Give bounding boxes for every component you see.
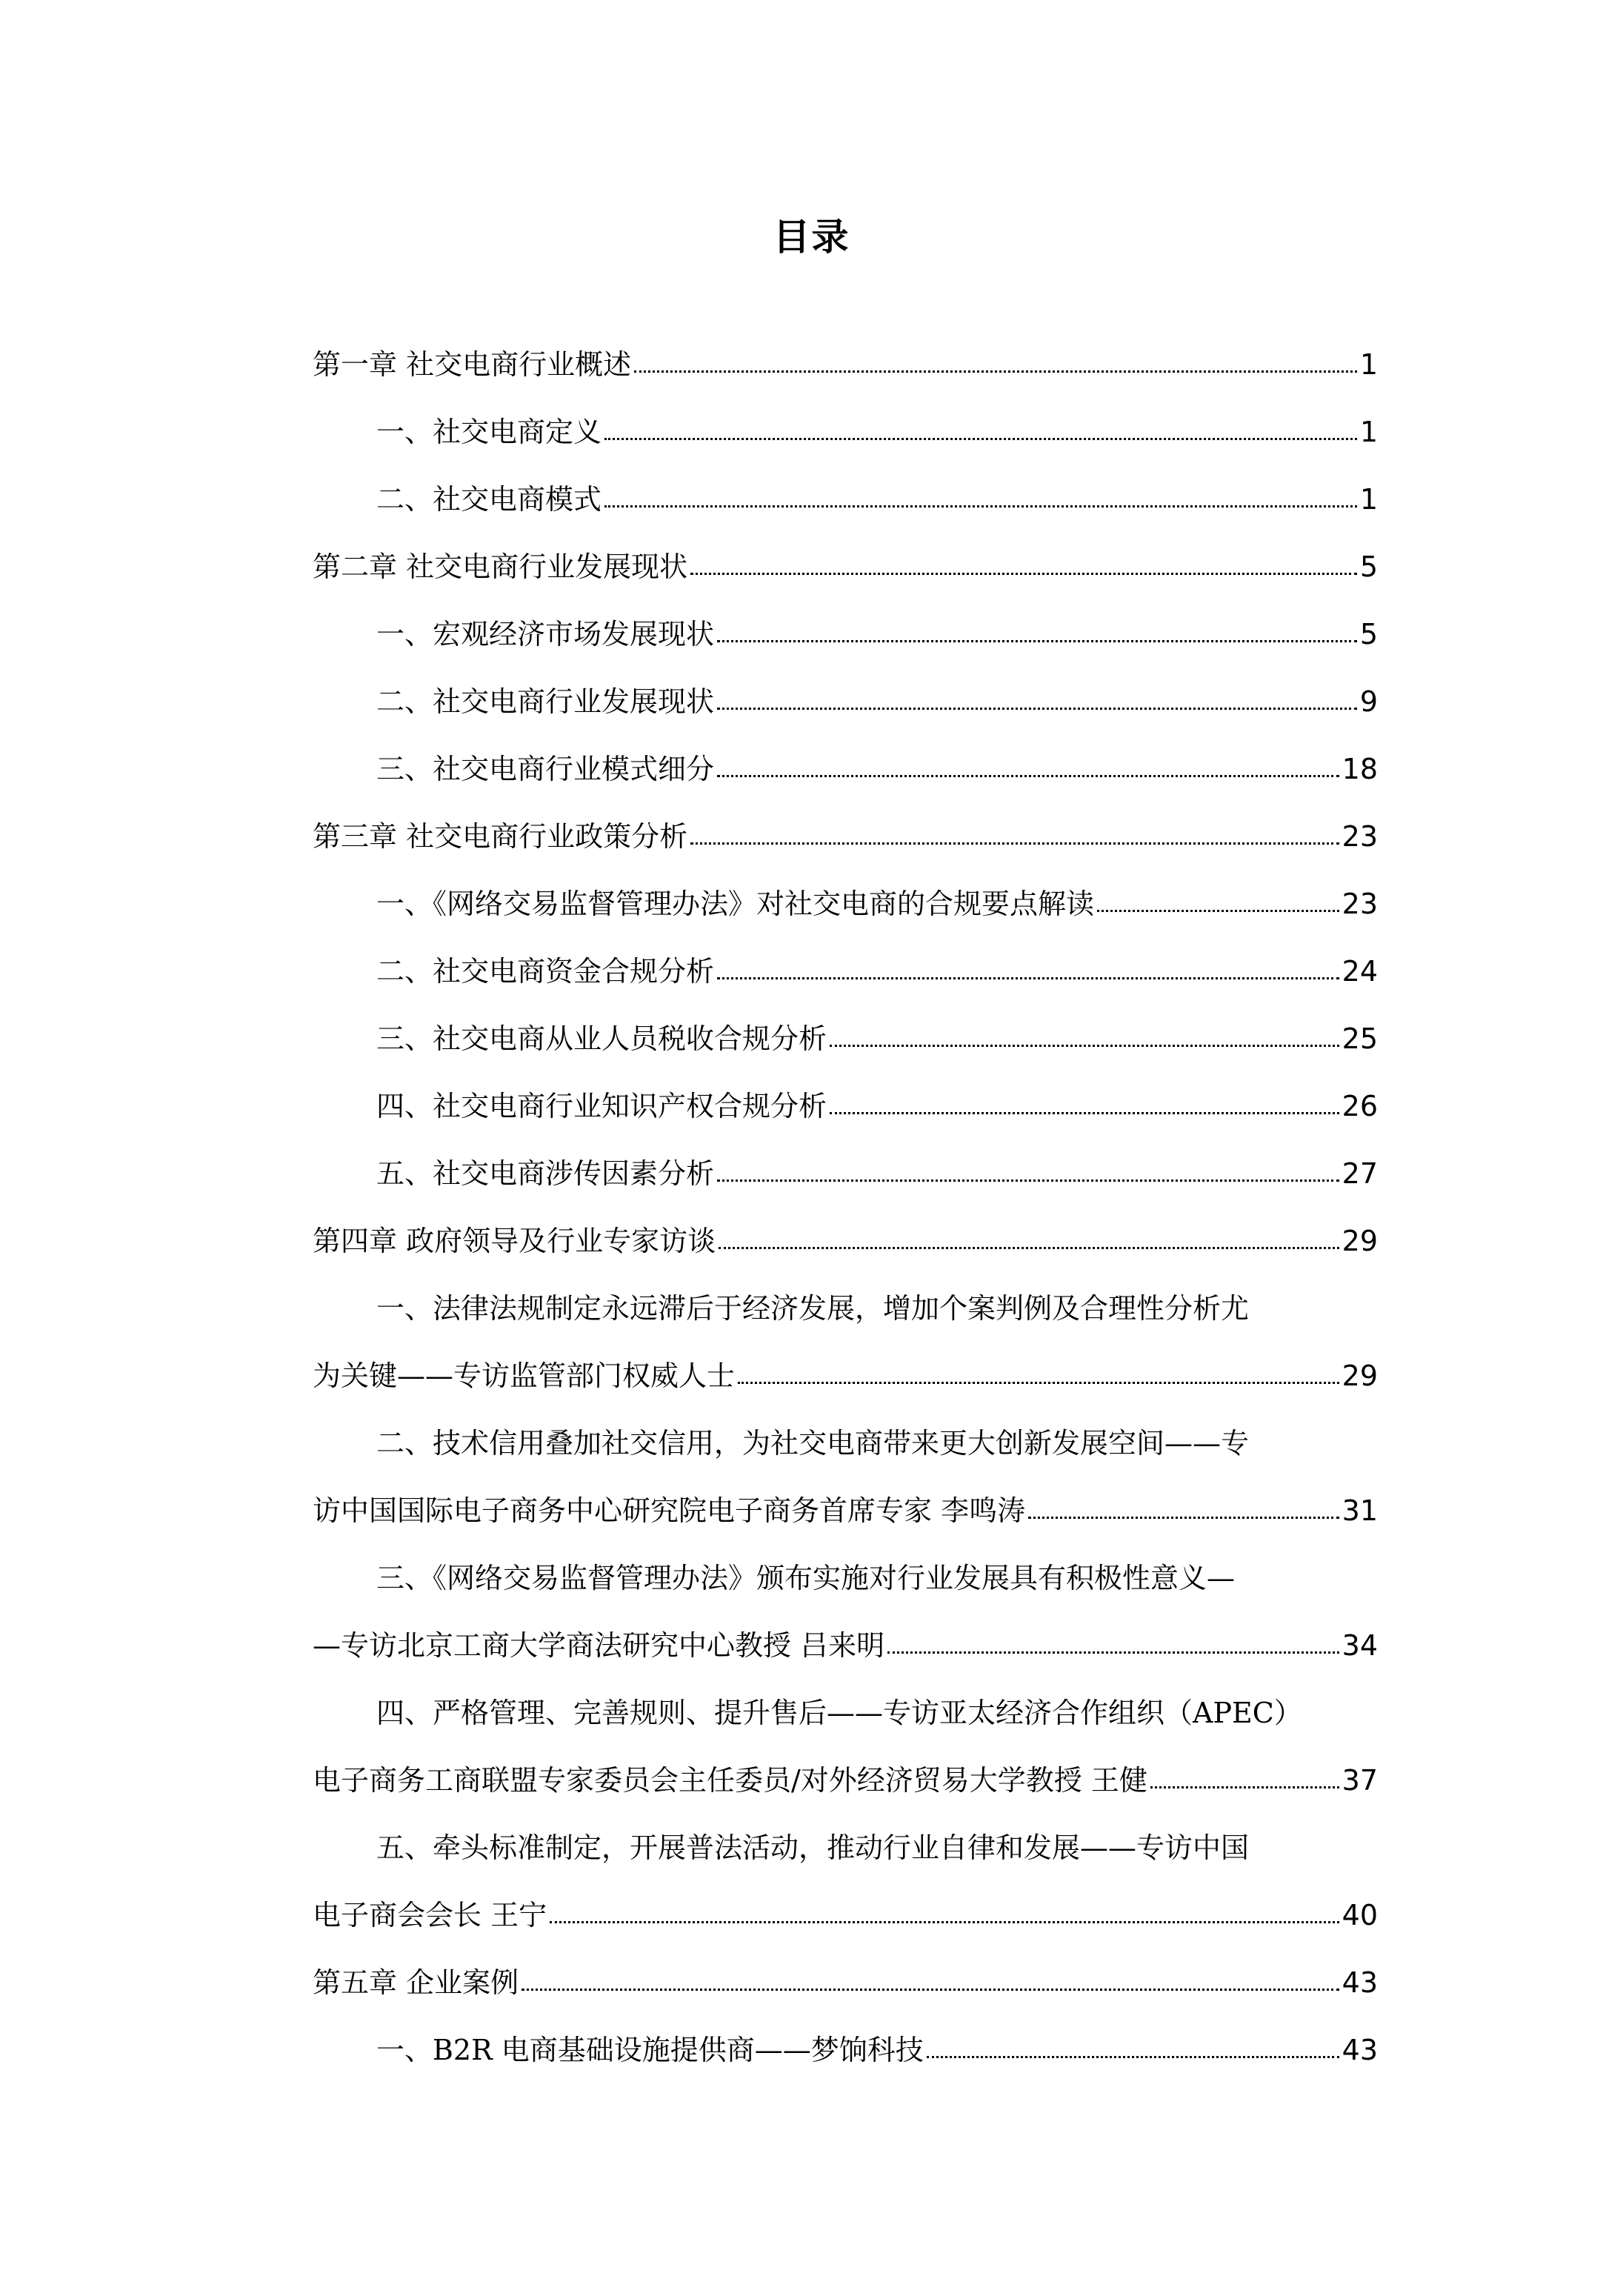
toc-page-number: 26	[1342, 1090, 1378, 1122]
toc-entry[interactable]	[313, 814, 1378, 859]
dot-leader	[738, 1382, 1339, 1384]
toc-page-number: 24	[1342, 955, 1378, 988]
toc-entry-label: 五、社交电商涉传因素分析	[376, 1157, 715, 1190]
toc-entry-label: 第三章 社交电商行业政策分析	[313, 820, 688, 853]
toc-entry[interactable]	[313, 1488, 1378, 1533]
toc-entry-label: 一、宏观经济市场发展现状	[376, 618, 715, 650]
dot-leader	[830, 1112, 1339, 1114]
dot-leader	[887, 1651, 1339, 1654]
toc-entry[interactable]	[313, 1354, 1378, 1398]
toc-entry-label: —专访北京工商大学商法研究中心教授 吕来明	[313, 1629, 885, 1662]
toc-entry-label: 第二章 社交电商行业发展现状	[313, 550, 688, 583]
toc-entry-first-line[interactable]: 五、牵头标准制定，开展普法活动，推动行业自律和发展——专访中国	[376, 1831, 1250, 1864]
toc-page-number: 43	[1342, 2034, 1378, 2066]
toc-entry[interactable]	[313, 679, 1378, 724]
toc-page-number: 1	[1359, 416, 1378, 448]
toc-page-number: 29	[1342, 1225, 1378, 1257]
dot-leader	[1028, 1517, 1339, 1519]
toc-page-number: 9	[1359, 685, 1378, 718]
toc-entry[interactable]	[313, 1623, 1378, 1668]
toc-entry[interactable]	[313, 545, 1378, 589]
toc-page-number: 23	[1342, 820, 1378, 853]
toc-entry[interactable]	[313, 882, 1378, 926]
toc-entry-first-line[interactable]: 二、技术信用叠加社交信用，为社交电商带来更大创新发展空间——专	[376, 1427, 1250, 1460]
dot-leader	[690, 842, 1339, 845]
toc-entry[interactable]	[313, 747, 1378, 791]
toc-entry[interactable]	[313, 1084, 1378, 1128]
toc-entry[interactable]	[313, 1016, 1378, 1061]
toc-entry-label: 二、社交电商行业发展现状	[376, 685, 715, 718]
toc-page-number: 27	[1342, 1157, 1378, 1190]
dot-leader	[717, 640, 1357, 642]
toc-entry[interactable]	[313, 1960, 1378, 2005]
toc-entry-label: 一、《网络交易监督管理办法》对社交电商的合规要点解读	[376, 888, 1095, 920]
toc-entry[interactable]	[313, 949, 1378, 994]
toc-entry[interactable]	[313, 410, 1378, 454]
dot-leader	[830, 1045, 1339, 1047]
dot-leader	[717, 977, 1339, 979]
toc-page-number: 5	[1359, 618, 1378, 650]
toc-entry-label: 一、社交电商定义	[376, 416, 602, 448]
dot-leader	[604, 505, 1357, 508]
toc-entry[interactable]	[313, 612, 1378, 656]
toc-page-number: 23	[1342, 888, 1378, 920]
toc-entry-label: 二、社交电商模式	[376, 483, 602, 516]
toc-page-number: 1	[1359, 348, 1378, 381]
toc-page-number: 18	[1342, 753, 1378, 785]
dot-leader	[1150, 1786, 1339, 1788]
toc-entry[interactable]	[313, 1219, 1378, 1263]
toc-entry-label: 三、社交电商行业模式细分	[376, 753, 715, 785]
toc-entry-label: 四、社交电商行业知识产权合规分析	[376, 1090, 827, 1122]
dot-leader	[550, 1921, 1339, 1923]
dot-leader	[717, 1179, 1339, 1182]
toc-entry-label: 第四章 政府领导及行业专家访谈	[313, 1225, 716, 1257]
dot-leader	[717, 708, 1357, 710]
toc-page-number: 34	[1342, 1629, 1378, 1662]
toc-page-number: 37	[1342, 1764, 1378, 1797]
toc-page-number: 31	[1342, 1494, 1378, 1527]
toc-entry-label: 访中国国际电子商务中心研究院电子商务首席专家 李鸣涛	[313, 1494, 1026, 1527]
toc-entry-first-line[interactable]: 一、法律法规制定永远滞后于经济发展，增加个案判例及合理性分析尤	[376, 1292, 1250, 1325]
toc-entry[interactable]	[313, 1151, 1378, 1196]
dot-leader	[719, 1247, 1339, 1249]
toc-page-number: 1	[1359, 483, 1378, 516]
toc-entry-label: 第五章 企业案例	[313, 1966, 519, 1999]
dot-leader	[634, 370, 1357, 373]
dot-leader	[1097, 910, 1339, 912]
toc-page-number: 29	[1342, 1360, 1378, 1392]
dot-leader	[690, 573, 1357, 575]
toc-entry-label: 为关键——专访监管部门权威人士	[313, 1360, 736, 1392]
toc-page-number: 25	[1342, 1022, 1378, 1055]
dot-leader	[521, 1989, 1339, 1991]
toc-entry[interactable]	[313, 477, 1378, 522]
toc-page-number: 5	[1359, 550, 1378, 583]
dot-leader	[927, 2056, 1339, 2058]
toc-entry-first-line[interactable]: 三、《网络交易监督管理办法》颁布实施对行业发展具有积极性意义—	[376, 1562, 1236, 1594]
toc-entry-label: 电子商务工商联盟专家委员会主任委员/对外经济贸易大学教授 王健	[313, 1764, 1147, 1797]
dot-leader	[604, 438, 1357, 440]
toc-entry[interactable]	[313, 1893, 1378, 1937]
toc-page-number: 40	[1342, 1899, 1378, 1931]
page-title: 目录	[773, 216, 850, 259]
toc-entry-label: 电子商会会长 王宁	[313, 1899, 547, 1931]
toc-entry-first-line[interactable]: 四、严格管理、完善规则、提升售后——专访亚太经济合作组织（APEC）	[376, 1697, 1302, 1729]
toc-entry-label: 第一章 社交电商行业概述	[313, 348, 632, 381]
dot-leader	[717, 775, 1339, 777]
toc-entry-label: 二、社交电商资金合规分析	[376, 955, 715, 988]
toc-entry-label: 一、B2R 电商基础设施提供商——梦饷科技	[376, 2034, 924, 2066]
toc-entry[interactable]	[313, 342, 1378, 387]
toc-entry[interactable]	[313, 1758, 1378, 1803]
toc-page-number: 43	[1342, 1966, 1378, 1999]
toc-entry[interactable]	[313, 2028, 1378, 2072]
toc-entry-label: 三、社交电商从业人员税收合规分析	[376, 1022, 827, 1055]
